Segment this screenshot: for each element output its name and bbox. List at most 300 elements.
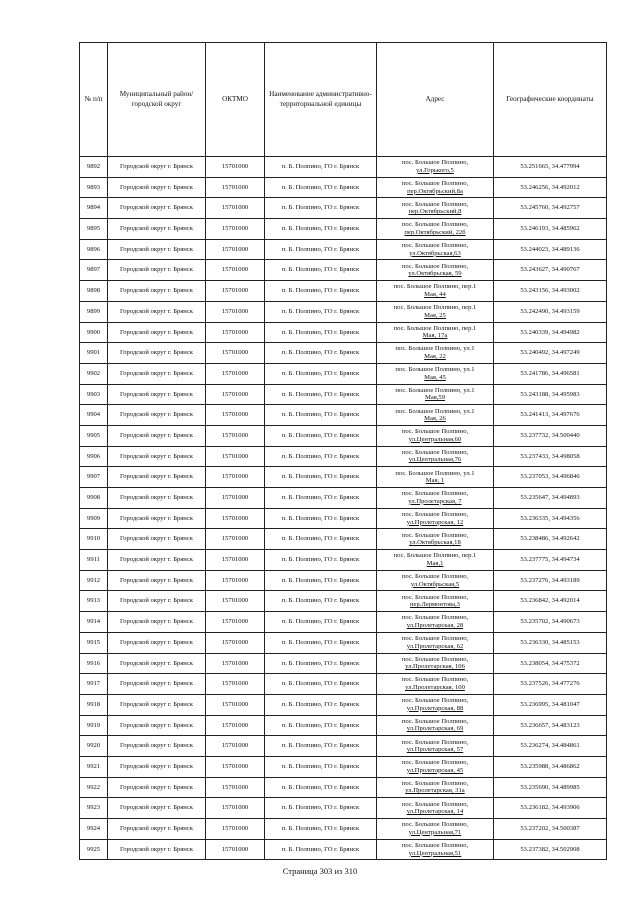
oktmo-cell: 15701000 (206, 446, 265, 467)
oktmo-cell: 15701000 (206, 260, 265, 281)
table-row (80, 529, 607, 550)
address-line-2: Мая, 26 (424, 415, 446, 423)
oktmo-cell: 15701000 (206, 281, 265, 302)
address-line-1: пос. Большое Полпино, ул.1 (395, 469, 475, 477)
municipality-cell: Городской округ г. Брянск (108, 177, 206, 198)
table-row (80, 467, 607, 488)
municipality-cell: Городской округ г. Брянск (108, 508, 206, 529)
admin-unit-cell: п. Б. Полпино, ГО г. Брянск (265, 570, 377, 591)
address-line-2: Мая,1 (426, 559, 444, 567)
municipality-cell: Городской округ г. Брянск (108, 363, 206, 384)
municipality-cell: Городской округ г. Брянск (108, 301, 206, 322)
table-row (80, 839, 607, 860)
municipality-cell: Городской округ г. Брянск (108, 777, 206, 798)
oktmo-cell: 15701000 (206, 301, 265, 322)
admin-unit-cell: п. Б. Полпино, ГО г. Брянск (265, 798, 377, 819)
row-number: 9914 (80, 612, 108, 633)
address-cell (377, 157, 494, 178)
coords-cell: 53.235988, 34.486862 (494, 756, 607, 777)
row-number: 9917 (80, 674, 108, 695)
table-row (80, 508, 607, 529)
coords-cell: 53.245760, 34.492757 (494, 198, 607, 219)
admin-unit-cell: п. Б. Полпино, ГО г. Брянск (265, 322, 377, 343)
address-cell (377, 632, 494, 653)
address-cell (377, 591, 494, 612)
admin-unit-cell: п. Б. Полпино, ГО г. Брянск (265, 736, 377, 757)
address-line-2: ул.Пролетарская, 7 (408, 497, 462, 505)
address-line-1: пос. Большое Полпино, ул.1 (395, 407, 475, 415)
oktmo-cell: 15701000 (206, 694, 265, 715)
address-cell (377, 819, 494, 840)
row-number: 9913 (80, 591, 108, 612)
coords-cell: 53.238054, 34.475372 (494, 653, 607, 674)
address-line-1: пос. Большое Полпино, (401, 738, 469, 746)
address-cell (377, 301, 494, 322)
address-line-1: пос. Большое Полпино, пер.1 (393, 304, 477, 312)
address-line-1: пос. Большое Полпино, (401, 759, 469, 767)
coords-cell: 53.242490, 34.493159 (494, 301, 607, 322)
table-row (80, 281, 607, 302)
address-cell (377, 446, 494, 467)
admin-unit-cell: п. Б. Полпино, ГО г. Брянск (265, 756, 377, 777)
address-line-1: пос. Большое Полпино, пер.1 (393, 283, 477, 291)
address-line-1: пос. Большое Полпино, (401, 717, 469, 725)
coords-cell: 53.243627, 34.490767 (494, 260, 607, 281)
address-line-1: пос. Большое Полпино, (401, 614, 469, 622)
address-line-2: Мая, 44 (424, 290, 446, 298)
address-cell (377, 715, 494, 736)
oktmo-cell: 15701000 (206, 550, 265, 571)
municipality-cell: Городской округ г. Брянск (108, 239, 206, 260)
coords-cell: 53.246256, 34.492012 (494, 177, 607, 198)
municipality-cell: Городской округ г. Брянск (108, 260, 206, 281)
row-number: 9903 (80, 384, 108, 405)
admin-unit-cell: п. Б. Полпино, ГО г. Брянск (265, 157, 377, 178)
municipality-cell: Городской округ г. Брянск (108, 219, 206, 240)
municipality-cell: Городской округ г. Брянск (108, 343, 206, 364)
address-cell (377, 425, 494, 446)
address-line-2: Мая, 45 (424, 373, 446, 381)
municipality-cell: Городской округ г. Брянск (108, 756, 206, 777)
oktmo-cell: 15701000 (206, 239, 265, 260)
table-row (80, 446, 607, 467)
row-number: 9894 (80, 198, 108, 219)
municipality-cell: Городской округ г. Брянск (108, 281, 206, 302)
municipality-cell: Городской округ г. Брянск (108, 198, 206, 219)
address-cell (377, 756, 494, 777)
table-row (80, 363, 607, 384)
municipality-cell: Городской округ г. Брянск (108, 570, 206, 591)
row-number: 9897 (80, 260, 108, 281)
row-number: 9910 (80, 529, 108, 550)
table-row (80, 591, 607, 612)
oktmo-cell: 15701000 (206, 157, 265, 178)
municipality-cell: Городской округ г. Брянск (108, 591, 206, 612)
address-cell (377, 322, 494, 343)
address-cell (377, 612, 494, 633)
address-line-1: пос. Большое Полпино, (401, 159, 469, 167)
coords-cell: 53.236274, 34.484861 (494, 736, 607, 757)
row-number: 9901 (80, 343, 108, 364)
oktmo-cell: 15701000 (206, 219, 265, 240)
address-cell (377, 529, 494, 550)
municipality-cell: Городской округ г. Брянск (108, 694, 206, 715)
row-number: 9919 (80, 715, 108, 736)
address-line-2: Мая, 17а (422, 332, 448, 340)
coords-cell: 53.241413, 34.497676 (494, 405, 607, 426)
row-number: 9893 (80, 177, 108, 198)
address-line-1: пос. Большое Полпино, (401, 200, 469, 208)
admin-unit-cell: п. Б. Полпино, ГО г. Брянск (265, 612, 377, 633)
table-row (80, 198, 607, 219)
row-number: 9895 (80, 219, 108, 240)
municipality-cell: Городской округ г. Брянск (108, 384, 206, 405)
oktmo-cell: 15701000 (206, 839, 265, 860)
oktmo-cell: 15701000 (206, 612, 265, 633)
address-line-1: пос. Большое Полпино, (401, 821, 469, 829)
coords-cell: 53.240492, 34.497249 (494, 343, 607, 364)
row-number: 9906 (80, 446, 108, 467)
coords-cell: 53.243156, 34.493002 (494, 281, 607, 302)
row-number: 9907 (80, 467, 108, 488)
header-num: № п/п (80, 43, 108, 157)
admin-unit-cell: п. Б. Полпино, ГО г. Брянск (265, 198, 377, 219)
oktmo-cell: 15701000 (206, 591, 265, 612)
oktmo-cell: 15701000 (206, 198, 265, 219)
table-row (80, 260, 607, 281)
address-line-1: пос. Большое Полпино, ул.1 (395, 345, 475, 353)
admin-unit-cell: п. Б. Полпино, ГО г. Брянск (265, 343, 377, 364)
coords-cell: 53.237382, 34.502908 (494, 839, 607, 860)
table-row (80, 384, 607, 405)
admin-unit-cell: п. Б. Полпино, ГО г. Брянск (265, 467, 377, 488)
row-number: 9912 (80, 570, 108, 591)
address-line-2: ул.Пролетарская, 57 (406, 746, 464, 754)
admin-unit-cell: п. Б. Полпино, ГО г. Брянск (265, 488, 377, 509)
header-address: Адрес (377, 43, 494, 157)
table-header (80, 43, 607, 157)
address-cell (377, 798, 494, 819)
admin-unit-cell: п. Б. Полпино, ГО г. Брянск (265, 819, 377, 840)
oktmo-cell: 15701000 (206, 674, 265, 695)
address-cell (377, 674, 494, 695)
coords-cell: 53.236995, 34.481047 (494, 694, 607, 715)
table-row (80, 777, 607, 798)
address-line-1: пос. Большое Полпино, (401, 490, 469, 498)
address-line-2: Мая, 25 (424, 311, 446, 319)
municipality-cell: Городской округ г. Брянск (108, 425, 206, 446)
address-line-1: пос. Большое Полпино, (401, 242, 469, 249)
header-coords: Географические координаты (494, 43, 607, 157)
row-number: 9900 (80, 322, 108, 343)
municipality-cell: Городской округ г. Брянск (108, 612, 206, 633)
municipality-cell: Городской округ г. Брянск (108, 157, 206, 178)
address-line-1: пос. Большое Полпино, (401, 593, 469, 601)
coords-cell: 53.237276, 34.493189 (494, 570, 607, 591)
address-line-2: пер.Октябрьский,8 (408, 208, 462, 216)
admin-unit-cell: п. Б. Полпино, ГО г. Брянск (265, 260, 377, 281)
coords-cell: 53.237202, 34.500387 (494, 819, 607, 840)
address-line-1: пос. Большое Полпино, ул.1 (395, 366, 475, 374)
row-number: 9908 (80, 488, 108, 509)
admin-unit-cell: п. Б. Полпино, ГО г. Брянск (265, 777, 377, 798)
address-line-2: ул.Горького,5 (416, 166, 454, 174)
address-line-1: пос. Большое Полпино, ул.1 (395, 386, 475, 394)
address-cell (377, 260, 494, 281)
row-number: 9905 (80, 425, 108, 446)
admin-unit-cell: п. Б. Полпино, ГО г. Брянск (265, 632, 377, 653)
row-number: 9924 (80, 819, 108, 840)
coords-cell: 53.237433, 34.498058 (494, 446, 607, 467)
address-line-2: пер.Октябрьский,8а (407, 187, 463, 195)
row-number: 9896 (80, 239, 108, 260)
admin-unit-cell: п. Б. Полпино, ГО г. Брянск (265, 177, 377, 198)
oktmo-cell: 15701000 (206, 570, 265, 591)
locations-table (79, 42, 607, 860)
admin-unit-cell: п. Б. Полпино, ГО г. Брянск (265, 653, 377, 674)
coords-cell: 53.237526, 34.477276 (494, 674, 607, 695)
address-line-2: ул.Октябрьская,63 (409, 249, 461, 257)
oktmo-cell: 15701000 (206, 425, 265, 446)
municipality-cell: Городской округ г. Брянск (108, 550, 206, 571)
header-municipality: Муниципальный район/городской округ (108, 43, 206, 157)
oktmo-cell: 15701000 (206, 736, 265, 757)
address-line-2: ул.Центральная,51 (408, 849, 462, 857)
municipality-cell: Городской округ г. Брянск (108, 715, 206, 736)
address-line-2: ул.Центральная,76 (408, 456, 462, 464)
address-line-2: ул.Октябрьская, 59 (408, 270, 462, 278)
address-line-2: ул.Пролетарская, 12 (406, 518, 464, 526)
oktmo-cell: 15701000 (206, 819, 265, 840)
oktmo-cell: 15701000 (206, 508, 265, 529)
row-number: 9918 (80, 694, 108, 715)
coords-cell: 53.246193, 34.485962 (494, 219, 607, 240)
admin-unit-cell: п. Б. Полпино, ГО г. Брянск (265, 219, 377, 240)
address-cell (377, 363, 494, 384)
table-row (80, 715, 607, 736)
address-line-1: пос. Большое Полпино, (401, 221, 469, 229)
row-number: 9911 (80, 550, 108, 571)
page-number: Страница 303 из 310 (282, 866, 358, 876)
admin-unit-cell: п. Б. Полпино, ГО г. Брянск (265, 239, 377, 260)
table-row (80, 694, 607, 715)
address-line-1: пос. Большое Полпино, (401, 531, 469, 539)
municipality-cell: Городской округ г. Брянск (108, 488, 206, 509)
admin-unit-cell: п. Б. Полпино, ГО г. Брянск (265, 384, 377, 405)
oktmo-cell: 15701000 (206, 405, 265, 426)
address-cell (377, 570, 494, 591)
oktmo-cell: 15701000 (206, 467, 265, 488)
oktmo-cell: 15701000 (206, 322, 265, 343)
address-cell (377, 384, 494, 405)
municipality-cell: Городской округ г. Брянск (108, 405, 206, 426)
header-oktmo: ОКТМО (206, 43, 265, 157)
oktmo-cell: 15701000 (206, 384, 265, 405)
address-cell (377, 177, 494, 198)
admin-unit-cell: п. Б. Полпино, ГО г. Брянск (265, 446, 377, 467)
coords-cell: 53.243188, 34.495983 (494, 384, 607, 405)
municipality-cell: Городской округ г. Брянск (108, 653, 206, 674)
address-line-2: ул.Пролетарская, 62 (406, 642, 464, 650)
municipality-cell: Городской округ г. Брянск (108, 674, 206, 695)
header-admin-unit: Наименование административно-территориальной единицы (265, 43, 377, 157)
address-line-2: ул.Октябрьская,5 (410, 580, 460, 588)
oktmo-cell: 15701000 (206, 488, 265, 509)
admin-unit-cell: п. Б. Полпино, ГО г. Брянск (265, 550, 377, 571)
coords-cell: 53.235647, 34.494893 (494, 488, 607, 509)
municipality-cell: Городской округ г. Брянск (108, 467, 206, 488)
address-cell (377, 508, 494, 529)
municipality-cell: Городской округ г. Брянск (108, 839, 206, 860)
address-line-2: ул.Пролетарская, 28 (406, 621, 464, 629)
address-cell (377, 343, 494, 364)
address-line-2: пер.Лермонтова,3 (410, 601, 460, 609)
coords-cell: 53.238486, 34.492642 (494, 529, 607, 550)
address-cell (377, 219, 494, 240)
municipality-cell: Городской округ г. Брянск (108, 446, 206, 467)
table-row (80, 488, 607, 509)
address-line-1: пос. Большое Полпино, пер.1 (393, 324, 477, 332)
address-line-1: пос. Большое Полпино, (401, 428, 469, 436)
table-row (80, 674, 607, 695)
admin-unit-cell: п. Б. Полпино, ГО г. Брянск (265, 694, 377, 715)
coords-cell: 53.236842, 34.492014 (494, 591, 607, 612)
oktmo-cell: 15701000 (206, 715, 265, 736)
oktmo-cell: 15701000 (206, 343, 265, 364)
coords-cell: 53.236330, 34.485153 (494, 632, 607, 653)
address-cell (377, 653, 494, 674)
municipality-cell: Городской округ г. Брянск (108, 736, 206, 757)
address-line-1: пос. Большое Полпино, (401, 697, 469, 705)
municipality-cell: Городской округ г. Брянск (108, 798, 206, 819)
table-row (80, 219, 607, 240)
address-line-2: ул.Пролетарская, 45 (406, 766, 464, 774)
address-cell (377, 281, 494, 302)
address-line-2: ул.Пролетарская, 100 (405, 684, 465, 692)
admin-unit-cell: п. Б. Полпино, ГО г. Брянск (265, 363, 377, 384)
row-number: 9923 (80, 798, 108, 819)
row-number: 9892 (80, 157, 108, 178)
address-line-1: пос. Большое Полпино, (401, 800, 469, 808)
admin-unit-cell: п. Б. Полпино, ГО г. Брянск (265, 674, 377, 695)
row-number: 9904 (80, 405, 108, 426)
admin-unit-cell: п. Б. Полпино, ГО г. Брянск (265, 591, 377, 612)
row-number: 9915 (80, 632, 108, 653)
address-cell (377, 550, 494, 571)
address-line-1: пос. Большое Полпино, (401, 448, 469, 456)
municipality-cell: Городской округ г. Брянск (108, 632, 206, 653)
table-row (80, 612, 607, 633)
row-number: 9922 (80, 777, 108, 798)
table-row (80, 425, 607, 446)
address-line-2: ул.Центральная,71 (408, 828, 462, 836)
coords-cell: 53.237053, 34.496846 (494, 467, 607, 488)
address-line-1: пос. Большое Полпино, (401, 179, 469, 187)
oktmo-cell: 15701000 (206, 177, 265, 198)
municipality-cell: Городской округ г. Брянск (108, 322, 206, 343)
admin-unit-cell: п. Б. Полпино, ГО г. Брянск (265, 281, 377, 302)
admin-unit-cell: п. Б. Полпино, ГО г. Брянск (265, 529, 377, 550)
row-number: 9898 (80, 281, 108, 302)
address-line-2: Мая,59 (424, 394, 446, 402)
address-line-1: пос. Большое Полпино, (401, 510, 469, 518)
table-row (80, 736, 607, 757)
address-line-1: пос. Большое Полпино, (401, 635, 469, 643)
address-line-1: пос. Большое Полпино, (401, 779, 469, 787)
oktmo-cell: 15701000 (206, 756, 265, 777)
coords-cell: 53.236182, 34.493906 (494, 798, 607, 819)
address-cell (377, 777, 494, 798)
address-cell (377, 694, 494, 715)
table-row (80, 301, 607, 322)
table-row (80, 239, 607, 260)
municipality-cell: Городской округ г. Брянск (108, 529, 206, 550)
table-row (80, 819, 607, 840)
address-line-2: ул.Пролетарская, 69 (406, 725, 464, 733)
address-line-2: ул.Пролетарская, 14 (406, 808, 464, 816)
table-row (80, 550, 607, 571)
address-cell (377, 239, 494, 260)
address-line-1: пос. Большое Полпино, (401, 573, 469, 580)
row-number: 9909 (80, 508, 108, 529)
coords-cell: 53.236335, 34.494356 (494, 508, 607, 529)
address-line-1: пос. Большое Полпино, (401, 655, 469, 663)
table-row (80, 157, 607, 178)
address-line-2: Мая, 1 (425, 477, 445, 485)
address-cell (377, 405, 494, 426)
oktmo-cell: 15701000 (206, 363, 265, 384)
address-cell (377, 198, 494, 219)
address-line-2: пер.Октябрьский, 22б (404, 228, 466, 236)
address-line-2: ул.Октябрьская,18 (409, 539, 461, 547)
address-line-1: пос. Большое Полпино, (401, 676, 469, 684)
table-row (80, 343, 607, 364)
row-number: 9920 (80, 736, 108, 757)
table-row (80, 322, 607, 343)
row-number: 9902 (80, 363, 108, 384)
table-row (80, 177, 607, 198)
row-number: 9916 (80, 653, 108, 674)
table-row (80, 570, 607, 591)
coords-cell: 53.240339, 34.494982 (494, 322, 607, 343)
address-line-2: ул.Пролетарская, 106 (405, 663, 465, 671)
admin-unit-cell: п. Б. Полпино, ГО г. Брянск (265, 425, 377, 446)
table-row (80, 653, 607, 674)
address-line-1: пос. Большое Полпино, пер.1 (393, 552, 477, 560)
coords-cell: 53.244023, 34.489136 (494, 239, 607, 260)
address-line-2: ул.Пролетарская, 31а (405, 787, 465, 795)
coords-cell: 53.237732, 34.500440 (494, 425, 607, 446)
admin-unit-cell: п. Б. Полпино, ГО г. Брянск (265, 839, 377, 860)
address-line-1: пос. Большое Полпино, (401, 262, 469, 270)
coords-cell: 53.251665, 34.477994 (494, 157, 607, 178)
table-row (80, 405, 607, 426)
coords-cell: 53.236657, 34.483123 (494, 715, 607, 736)
row-number: 9925 (80, 839, 108, 860)
address-line-2: ул.Центральная,60 (408, 435, 462, 443)
table-row (80, 756, 607, 777)
coords-cell: 53.235702, 34.490673 (494, 612, 607, 633)
coords-cell: 53.237775, 34.494734 (494, 550, 607, 571)
admin-unit-cell: п. Б. Полпино, ГО г. Брянск (265, 508, 377, 529)
table-row (80, 798, 607, 819)
address-cell (377, 488, 494, 509)
oktmo-cell: 15701000 (206, 632, 265, 653)
admin-unit-cell: п. Б. Полпино, ГО г. Брянск (265, 301, 377, 322)
address-cell (377, 467, 494, 488)
row-number: 9899 (80, 301, 108, 322)
municipality-cell: Городской округ г. Брянск (108, 819, 206, 840)
